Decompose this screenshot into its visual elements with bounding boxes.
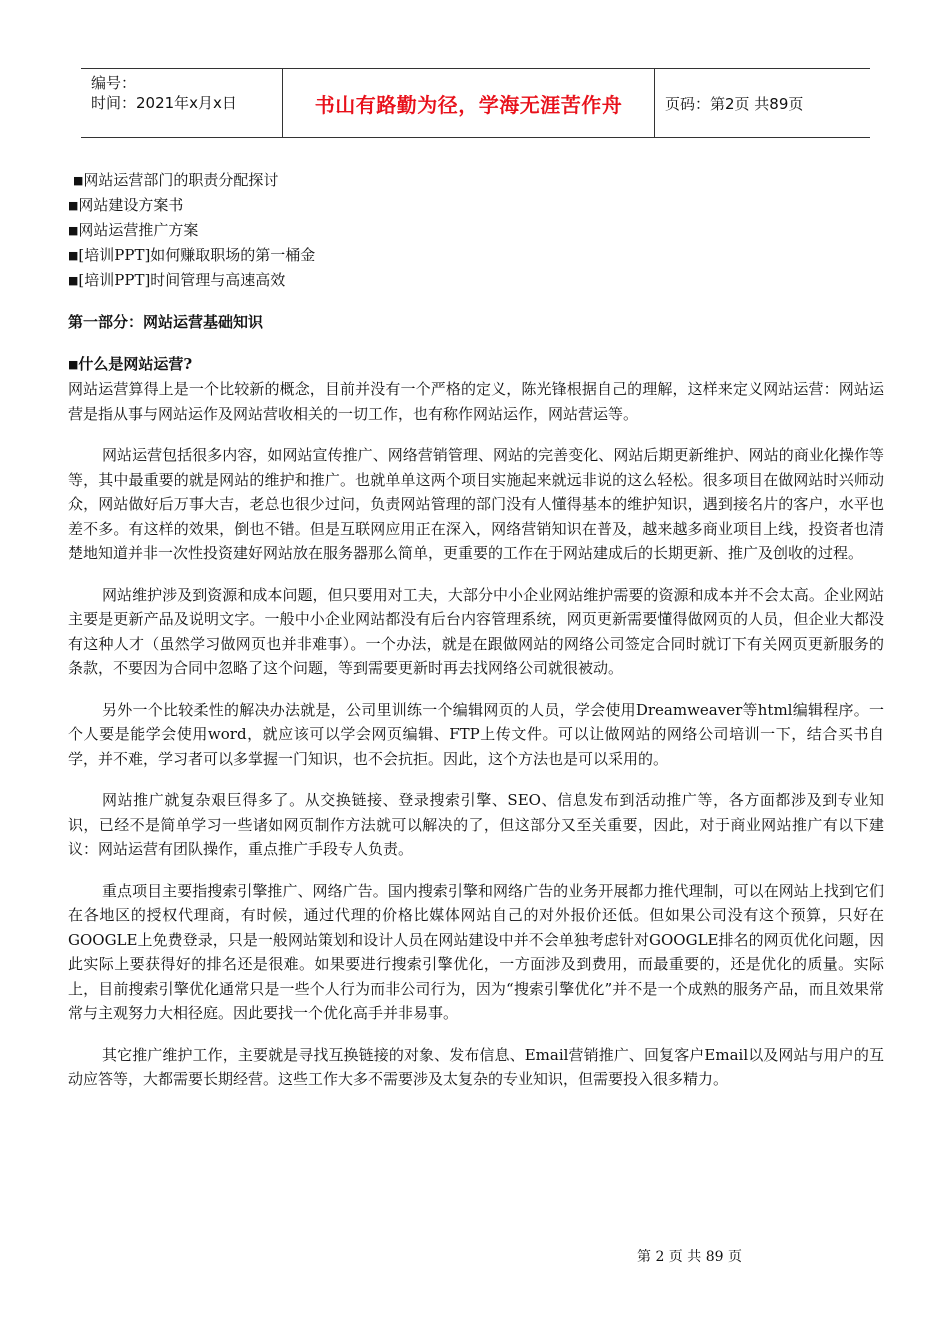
subheading: ■什么是网站运营? — [68, 352, 884, 378]
square-bullet-icon: ■ — [68, 357, 79, 371]
document-time-label: 时间：2021年x月x日 — [91, 94, 237, 112]
section-title: 第一部分：网站运营基础知识 — [68, 313, 264, 331]
related-link-item[interactable]: ■网站建设方案书 — [68, 193, 884, 218]
related-links-list — [68, 168, 884, 293]
paragraph: 网站维护涉及到资源和成本问题，但只要用对工夫，大部分中小企业网站维护需要的资源和成本并不会太高。企业网站主要是更新产品及说明文字。一般中小企业网站都没有后台内容管理系统，网页更新需要懂得做网页的人员，但企业大都没有这种人才（虽然学习做网页也并非难事）。一个办法，就是在跟做网站的网络公司签定合同时就订下有关网页更新服务的条款，不要因为合同中忽略了这个问题，等到需要更新时再去找网络公司就很被动。 — [68, 585, 884, 677]
paragraph: 网站推广就复杂艰巨得多了。从交换链接、登录搜索引擎、SEO、信息发布到活动推广等，各方面都涉及到专业知识，已经不是简单学习一些诸如网页制作方法就可以解决的了，但这部分又至关重要，因此，对于商业网站推广有以下建议：网站运营有团队操作，重点推广手段专人负责。 — [68, 791, 884, 858]
square-bullet-icon: ■ — [68, 249, 79, 262]
square-bullet-icon: ■ — [68, 274, 79, 287]
paragraph: 另外一个比较柔性的解决办法就是，公司里训练一个编辑网页的人员，学会使用Dreamweaver等html编辑程序。一个人要是能学会使用word，就应该可以学会网页编辑、FTP上传文件。可以让做网站的网络公司培训一下，结合买书自学，并不难，学习者可以多掌握一门知识，也不会抗拒。因此，这个方法也是可以采用的。 — [68, 700, 884, 768]
square-bullet-icon: ■ — [68, 224, 79, 237]
paragraph: 网站运营算得上是一个比较新的概念，目前并没有一个严格的定义，陈光锋根据自己的理解，这样来定义网站运营：网站运营是指从事与网站运作及网站营收相关的一切工作，也有称作网站运作，网站营运等。 — [68, 380, 884, 423]
page-footer: 第 2 页 共 89 页 — [637, 1249, 742, 1265]
document-number-label: 编号： — [91, 74, 137, 92]
related-link-item[interactable]: ■网站运营部门的职责分配探讨 — [68, 168, 884, 193]
square-bullet-icon: ■ — [73, 174, 84, 187]
related-link-item[interactable]: ■网站运营推广方案 — [68, 218, 884, 243]
related-link-item[interactable]: ■[培训PPT]时间管理与高速高效 — [68, 268, 884, 293]
header-meta — [81, 69, 282, 137]
page-header — [81, 68, 870, 138]
header-page-info: 页码：第2页 共89页 — [665, 94, 804, 113]
paragraph: 重点项目主要指搜索引擎推广、网络广告。国内搜索引擎和网络广告的业务开展都力推代理制，可以在网站上找到它们在各地区的授权代理商，有时候，通过代理的价格比媒体网站自己的对外报价还低。但如果公司没有这个预算，只好在GOOGLE上免费登录，只是一般网站策划和设计人员在网站建设中并不会单独考虑针对GOOGLE排名的网页优化问题，因此实际上要获得好的排名还是很难。如果要进行搜索引擎优化，一方面涉及到费用，而最重要的，还是优化的质量。实际上，目前搜索引擎优化通常只是一些个人行为而非公司行为，因为“搜索引擎优化”并不是一个成熟的服务产品，而且效果常常与主观努力大相径庭。因此要找一个优化高手并非易事。 — [68, 881, 884, 1022]
paragraph: 其它推广维护工作，主要就是寻找互换链接的对象、发布信息、Email营销推广、回复客户Email以及网站与用户的互动应答等，大都需要长期经营。这些工作大多不需要涉及太复杂的专业知识，但需要投入很多精力。 — [68, 1045, 884, 1088]
header-slogan: 书山有路勤为径，学海无涯苦作舟 — [282, 69, 655, 137]
document-body — [68, 168, 884, 1092]
paragraph: 网站运营包括很多内容，如网站宣传推广、网络营销管理、网站的完善变化、网站后期更新维护、网站的商业化操作等等，其中最重要的就是网站的维护和推广。也就单单这两个项目实施起来就远非说的这么轻松。很多项目在做网站时兴师动众，网站做好后万事大吉，老总也很少过问，负责网站管理的部门没有人懂得基本的维护知识，遇到接名片的客户，水平也差不多。有这样的效果，倒也不错。但是互联网应用正在深入，网络营销知识在普及，越来越多商业项目上线，投资者也清楚地知道并非一次性投资建好网站放在服务器那么简单，更重要的工作在于网站建成后的长期更新、推广及创收的过程。 — [68, 446, 884, 562]
square-bullet-icon: ■ — [68, 199, 79, 212]
related-link-item[interactable]: ■[培训PPT]如何赚取职场的第一桶金 — [68, 243, 884, 268]
